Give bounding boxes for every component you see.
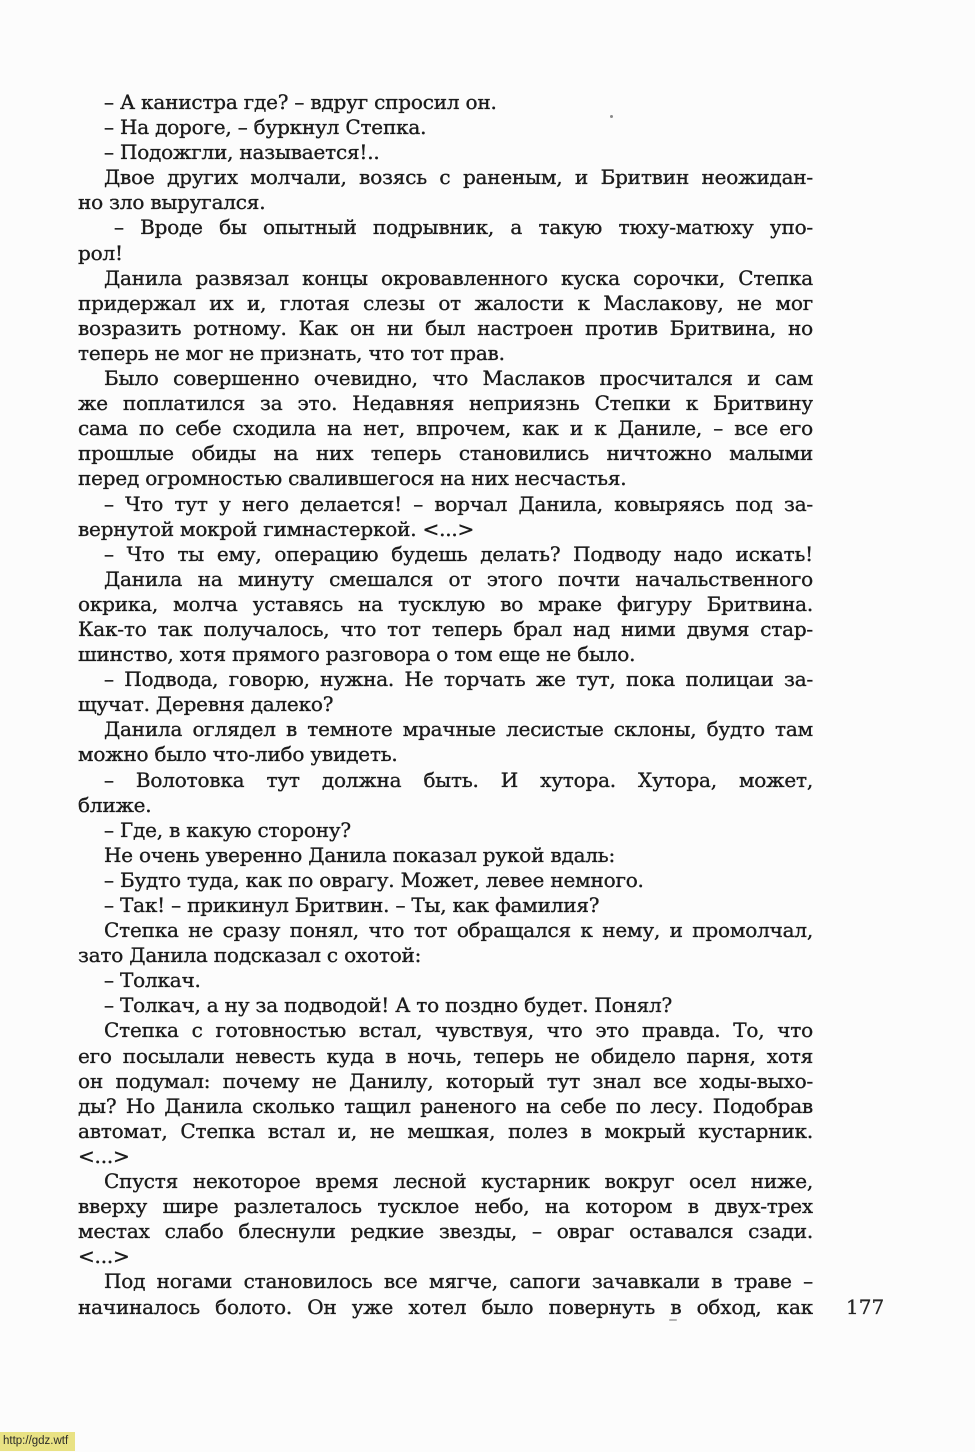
- text-line: шинство, хотя прямого разговора о том еще не было.: [78, 642, 636, 667]
- text-line: ближе.: [78, 792, 152, 817]
- text-line: же поплатился за это. Недавняя неприязнь Степки к Бритвину: [78, 391, 813, 416]
- text-line: – Толкач.: [104, 968, 201, 993]
- text-line: <...>: [78, 1244, 130, 1269]
- text-line: автомат, Степка встал и, не мешкая, полез в мокрый кустарник.: [78, 1118, 813, 1143]
- text-line: Степка с готовностью встал, чувствуя, что это правда. То, что: [104, 1018, 813, 1043]
- text-line: – Подвода, говорю, нужна. Не торчать же тут, пока полицаи за-: [104, 667, 813, 692]
- text-line: – Будто туда, как по оврагу. Может, левее немного.: [104, 867, 644, 892]
- text-line: Данила оглядел в темноте мрачные лесистые склоны, будто там: [104, 717, 813, 742]
- text-line: но зло выругался.: [78, 190, 266, 215]
- text-line: теперь не мог не признать, что тот прав.: [78, 340, 505, 365]
- text-line: – Толкач, а ну за подводой! А то поздно будет. Понял?: [104, 993, 673, 1018]
- text-line: окрика, молча уставясь на тусклую во мраке фигуру Бритвина.: [78, 591, 813, 616]
- text-line: вверху шире разлеталось тусклое небо, на котором в двух-трех: [78, 1194, 813, 1219]
- text-line: – Волотовка тут должна быть. И хутора. Хутора, может,: [104, 767, 813, 792]
- text-line: – Что ты ему, операцию будешь делать? Подводу надо искать!: [104, 541, 813, 566]
- text-line: возразить ротному. Как он ни был настроен против Бритвина, но: [78, 315, 813, 340]
- text-line: Данила развязал концы окровавленного куска сорочки, Степка: [104, 265, 813, 290]
- text-line: <...>: [78, 1143, 130, 1168]
- text-line: – Так! – прикинул Бритвин. – Ты, как фамилия?: [104, 893, 600, 917]
- text-line: Двое других молчали, возясь с раненым, и Бритвин неожидан-: [104, 165, 813, 190]
- text-line: перед огромностью свалившегося на них несчастья.: [78, 466, 627, 491]
- page-text: [78, 90, 813, 1320]
- text-line: зато Данила подсказал с охотой:: [78, 943, 422, 968]
- text-line: Как-то так получалось, что тот теперь брал над ними двумя стар-: [78, 616, 813, 641]
- scan-speck: [669, 1319, 677, 1321]
- text-line: придержал их и, глотая слезы от жалости к Маслакову, не мог: [78, 290, 813, 315]
- text-line: рол!: [78, 240, 123, 265]
- text-line: – Что тут у него делается! – ворчал Данила, ковыряясь под за-: [104, 491, 813, 516]
- text-line: Спустя некоторое время лесной кустарник вокруг осел ниже,: [104, 1169, 813, 1194]
- text-line: – Где, в какую сторону?: [104, 817, 351, 842]
- text-line: прошлые обиды на них теперь становились ничтожно малыми: [78, 441, 813, 466]
- scan-speck: [610, 115, 613, 118]
- text-line: ды? Но Данила сколько тащил раненого на себе по лесу. Подобрав: [78, 1093, 813, 1118]
- text-line: Под ногами становилось все мягче, сапоги зачавкали в траве –: [104, 1269, 813, 1294]
- text-line: его посылали невесть куда в ночь, теперь не обидело парня, хотя: [78, 1043, 813, 1068]
- page-number: 177: [846, 1295, 885, 1319]
- text-line: Данила на минуту смешался от этого почти начальственного: [104, 566, 813, 591]
- watermark-url: http://gdz.wtf: [0, 1432, 75, 1451]
- text-line: щучат. Деревня далеко?: [78, 692, 334, 717]
- text-line: Было совершенно очевидно, что Маслаков просчитался и сам: [104, 366, 813, 391]
- text-line: местах слабо блеснули редкие звезды, – овраг оставался сзади.: [78, 1219, 813, 1244]
- text-line: – Подожгли, называется!..: [104, 140, 380, 165]
- text-line: – А канистра где? – вдруг спросил он.: [104, 90, 497, 114]
- text-line: – На дороге, – буркнул Степка.: [104, 115, 427, 140]
- text-line: – Вроде бы опытный подрывник, а такую тюху-матюху упо-: [114, 215, 813, 240]
- text-line: можно было что-либо увидеть.: [78, 742, 398, 767]
- text-line: он подумал: почему не Данилу, который тут знал все ходы-выхо-: [78, 1068, 813, 1093]
- text-line: Степка не сразу понял, что тот обращался к нему, и промолчал,: [104, 918, 813, 943]
- text-line: сама по себе сходила на нет, впрочем, как и к Даниле, – все его: [78, 416, 813, 441]
- text-line: Не очень уверенно Данила показал рукой вдаль:: [104, 842, 616, 867]
- text-line: вернутой мокрой гимнастеркой. <...>: [78, 516, 475, 541]
- text-line: начиналось болото. Он уже хотел было повернуть в обход, как: [78, 1294, 813, 1319]
